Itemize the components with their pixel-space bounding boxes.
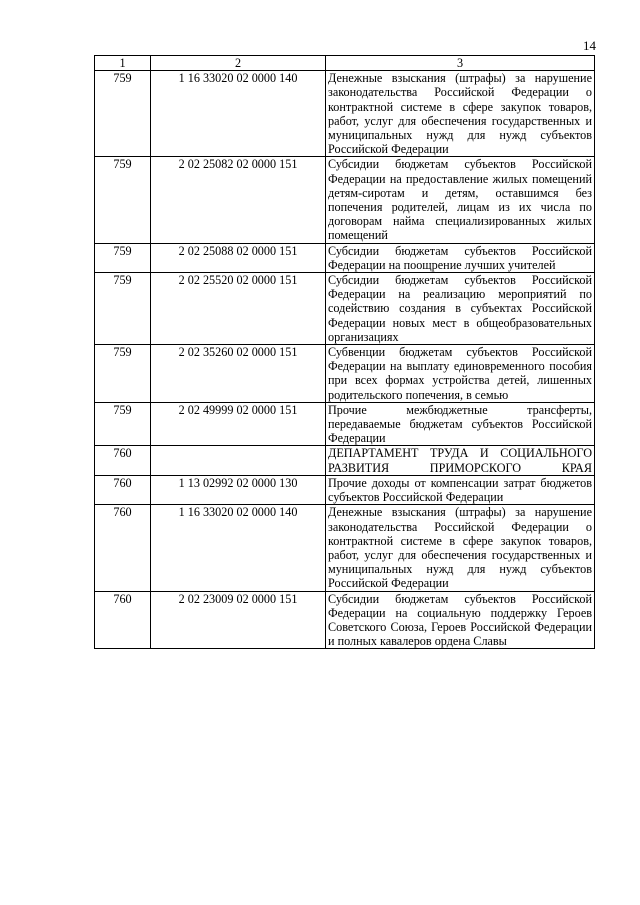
- admin-code-cell: 759: [95, 71, 151, 157]
- admin-code-cell: 759: [95, 243, 151, 272]
- admin-code-cell: 759: [95, 157, 151, 243]
- description-cell: Субсидии бюджетам субъектов Российской Федерации на социальную поддержку Героев Советского Союза, Героев Российской Федерации и полных кавалеров ордена Славы: [326, 591, 595, 649]
- description-cell: Прочие доходы от компенсации затрат бюджетов субъектов Российской Федерации: [326, 475, 595, 504]
- budget-code-cell: 1 16 33020 02 0000 140: [151, 505, 326, 591]
- table-row: [95, 475, 595, 504]
- department-heading-cell: ДЕПАРТАМЕНТ ТРУДА И СОЦИАЛЬНОГО РАЗВИТИЯ ПРИМОРСКОГО КРАЯ: [326, 446, 595, 475]
- budget-code-cell: 2 02 25088 02 0000 151: [151, 243, 326, 272]
- table-row: [95, 243, 595, 272]
- table-header-row: [95, 56, 595, 71]
- budget-code-cell: 2 02 35260 02 0000 151: [151, 345, 326, 403]
- description-cell: Субсидии бюджетам субъектов Российской Федерации на поощрение лучших учителей: [326, 243, 595, 272]
- admin-code-cell: 760: [95, 505, 151, 591]
- description-cell: Субсидии бюджетам субъектов Российской Федерации на предоставление жилых помещений детям-сиротам и детям, оставшимся без попечения родителей, лицам из их числа по договорам найма специализированных жилых помещений: [326, 157, 595, 243]
- budget-code-cell: 2 02 25520 02 0000 151: [151, 273, 326, 345]
- description-cell: Субвенции бюджетам субъектов Российской Федерации на выплату единовременного пособия при всех формах устройства детей, лишенных родительского попечения, в семью: [326, 345, 595, 403]
- description-cell: Прочие межбюджетные трансферты, передаваемые бюджетам субъектов Российской Федерации: [326, 402, 595, 446]
- column-header-2: 2: [151, 56, 326, 71]
- description-cell: Субсидии бюджетам субъектов Российской Федерации на реализацию мероприятий по содействию создания в субъектах Российской Федерации новых мест в общеобразовательных организациях: [326, 273, 595, 345]
- table-row-department-heading: [95, 446, 595, 475]
- description-cell: Денежные взыскания (штрафы) за нарушение законодательства Российской Федерации о контрактной системе в сфере закупок товаров, работ, услуг для обеспечения государственных и муниципальных нужд для нужд субъектов Российской Федерации: [326, 505, 595, 591]
- budget-code-cell: 1 13 02992 02 0000 130: [151, 475, 326, 504]
- admin-code-cell: 759: [95, 345, 151, 403]
- budget-code-cell: 2 02 25082 02 0000 151: [151, 157, 326, 243]
- admin-code-cell: 760: [95, 591, 151, 649]
- admin-code-cell: 759: [95, 402, 151, 446]
- budget-code-cell: 1 16 33020 02 0000 140: [151, 71, 326, 157]
- table-row: [95, 71, 595, 157]
- admin-code-cell: 759: [95, 273, 151, 345]
- table-row: [95, 345, 595, 403]
- page-number: 14: [583, 38, 596, 53]
- budget-code-cell: [151, 446, 326, 475]
- table-row: [95, 273, 595, 345]
- table-row: [95, 591, 595, 649]
- admin-code-cell: 760: [95, 446, 151, 475]
- table-row: [95, 505, 595, 591]
- budget-classification-table: [94, 55, 595, 649]
- budget-code-cell: 2 02 23009 02 0000 151: [151, 591, 326, 649]
- table-row: [95, 402, 595, 446]
- admin-code-cell: 760: [95, 475, 151, 504]
- column-header-1: 1: [95, 56, 151, 71]
- column-header-3: 3: [326, 56, 595, 71]
- description-cell: Денежные взыскания (штрафы) за нарушение законодательства Российской Федерации о контрактной системе в сфере закупок товаров, работ, услуг для обеспечения государственных и муниципальных нужд для нужд субъектов Российской Федерации: [326, 71, 595, 157]
- table-row: [95, 157, 595, 243]
- budget-code-cell: 2 02 49999 02 0000 151: [151, 402, 326, 446]
